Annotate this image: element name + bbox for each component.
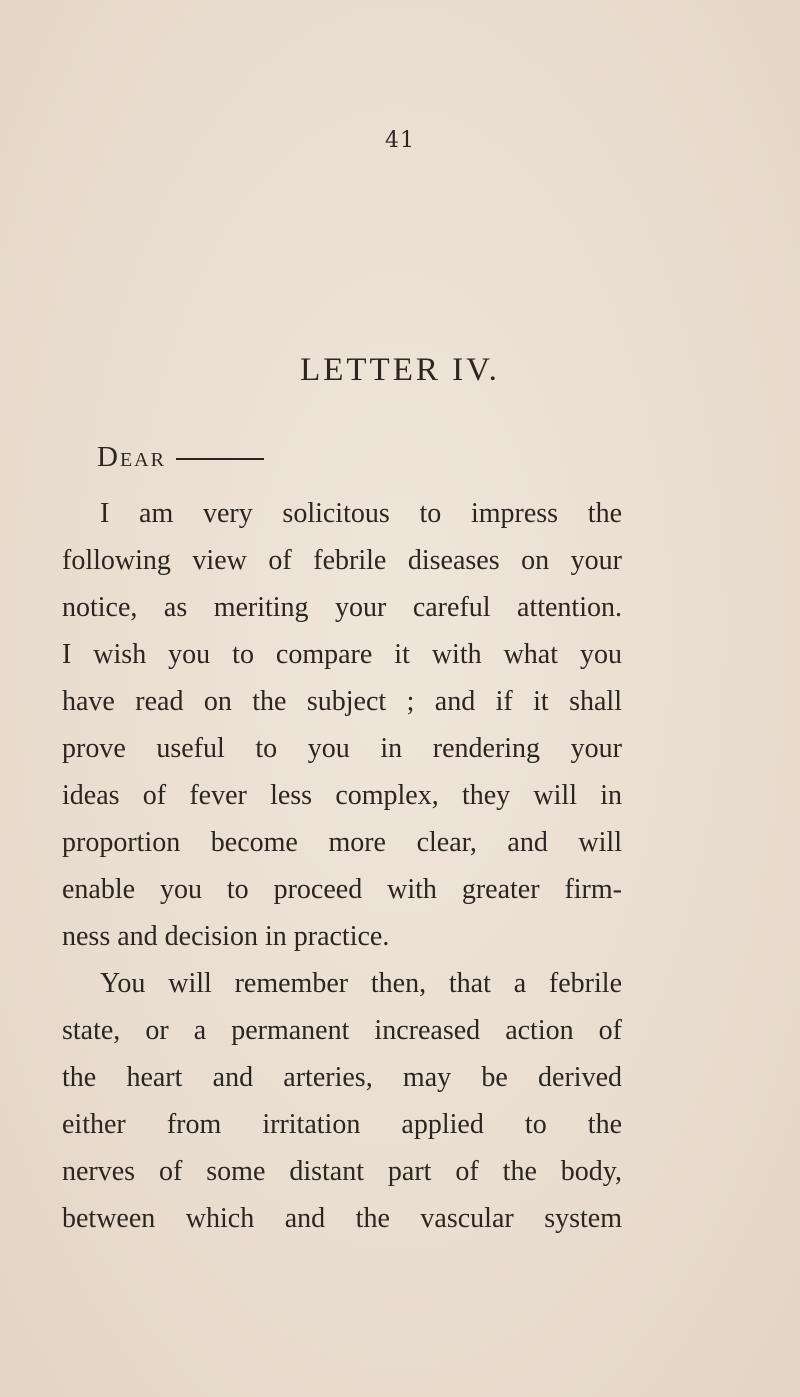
text-line: ness and decision in practice. [62,921,390,952]
chapter-title: LETTER IV. [300,352,500,388]
text-line: following view of febrile diseases on your [62,545,622,576]
text-line: state, or a permanent increased action of [62,1015,622,1046]
text-line: either from irritation applied to the [62,1109,622,1140]
text-line: have read on the subject ; and if it shall [62,686,622,717]
text-line: proportion become more clear, and will [62,827,622,858]
text-line: prove useful to you in rendering your [62,733,622,764]
salutation [97,441,264,474]
letter-body [62,490,622,1242]
text-line: I am very solicitous to impress the [100,498,622,529]
page-number: 41 [385,128,415,153]
salutation-dash [176,458,264,460]
text-line: the heart and arteries, may be derived [62,1062,622,1093]
text-line: enable you to proceed with greater firm- [62,874,622,905]
text-line: notice, as meriting your careful attention. [62,592,622,623]
text-line: You will remember then, that a febrile [100,968,622,999]
text-line: I wish you to compare it with what you [62,639,622,670]
text-line: nerves of some distant part of the body, [62,1156,622,1187]
salutation-text: Dear [97,441,166,473]
text-line: ideas of fever less complex, they will in [62,780,622,811]
text-line: between which and the vascular system [62,1203,622,1234]
